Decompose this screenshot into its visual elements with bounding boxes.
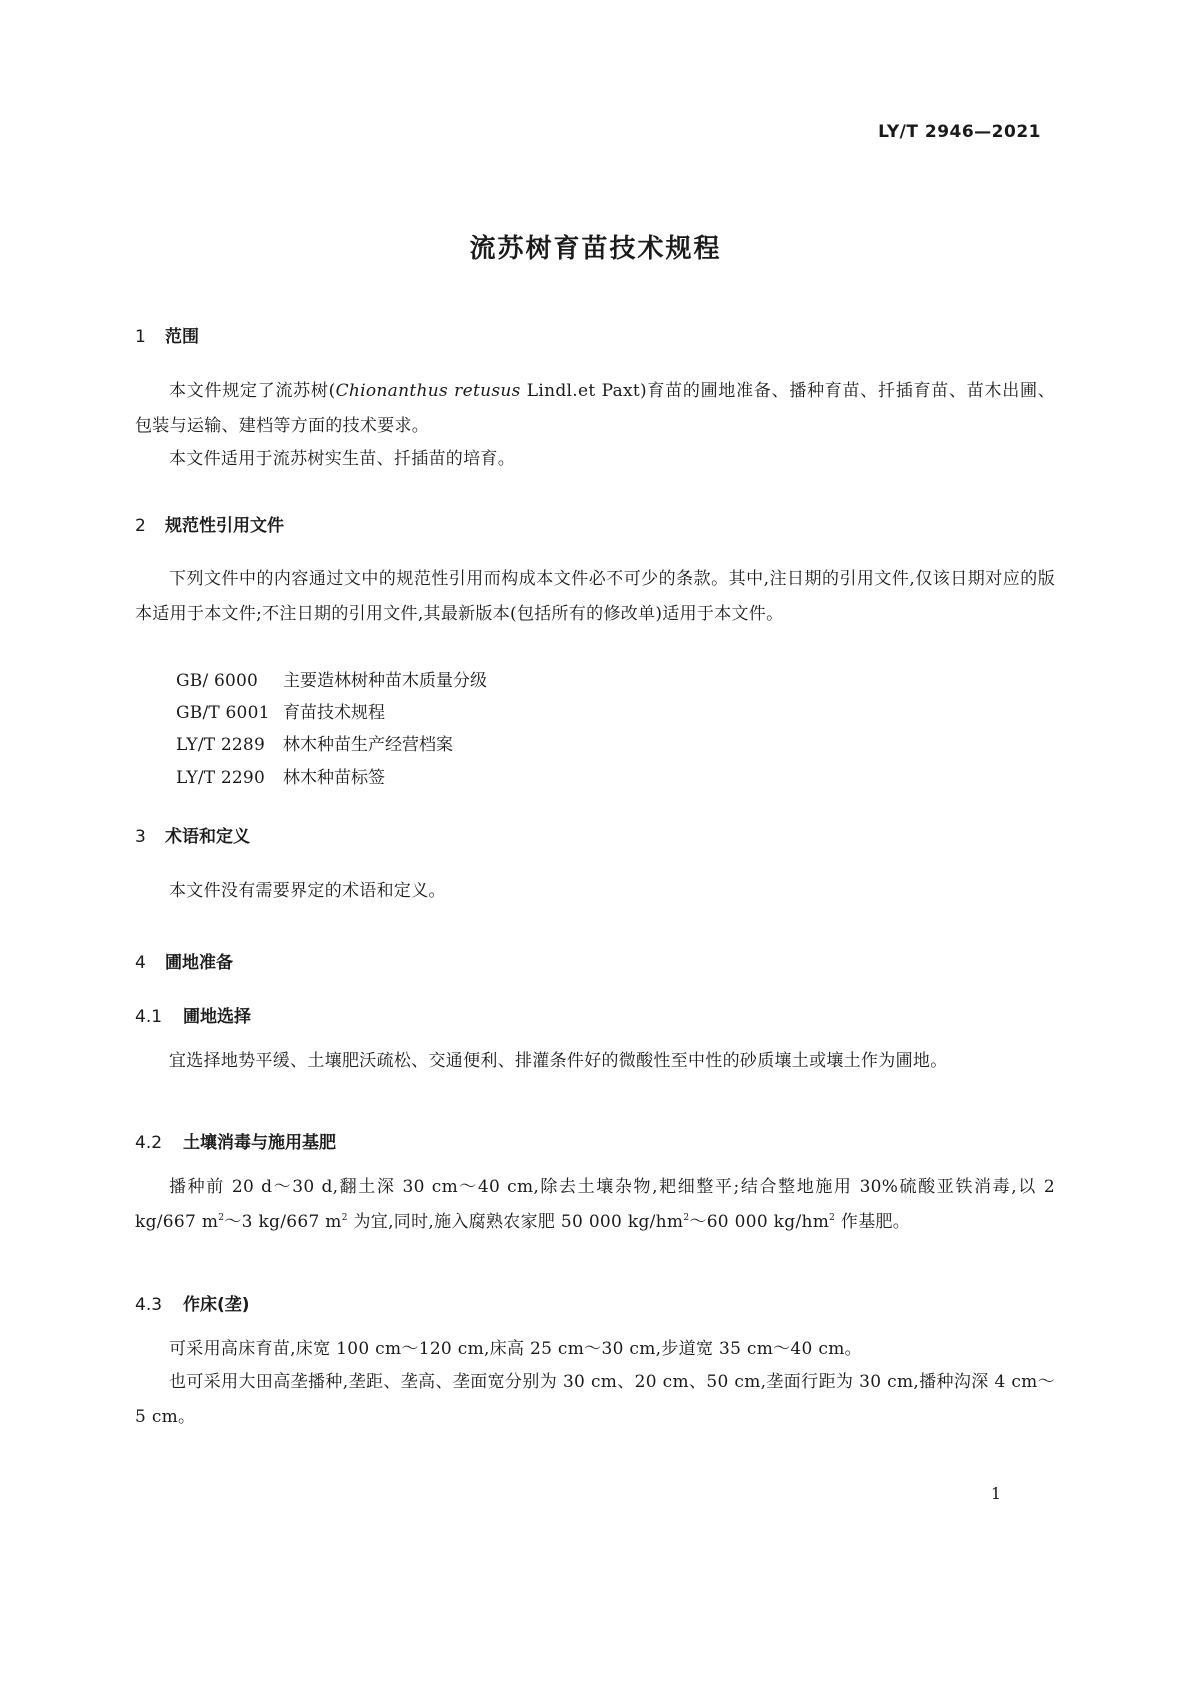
section-title: 范围	[165, 327, 199, 347]
section-number: 2	[135, 516, 146, 536]
section-number: 4.1	[135, 1007, 163, 1027]
reference-item	[176, 666, 487, 691]
section-title: 圃地选择	[183, 1007, 251, 1027]
section-4-2-heading	[135, 1128, 336, 1153]
section-title: 作床(垄)	[183, 1295, 250, 1315]
section-4-heading	[135, 948, 233, 973]
section-title: 圃地准备	[165, 953, 233, 973]
reference-code: LY/T 2290	[176, 768, 265, 788]
section-2-heading	[135, 511, 284, 536]
section-title: 规范性引用文件	[165, 516, 284, 536]
reference-code: GB/ 6000	[176, 671, 259, 691]
section-4-3-paragraph-2: 也可采用大田高垄播种,垄距、垄高、垄面宽分别为 30 cm、20 cm、50 cm,垄面行距为 30 cm,播种沟深 4 cm～5 cm。	[135, 1372, 1055, 1427]
section-3-heading	[135, 822, 250, 847]
section-2-intro: 下列文件中的内容通过文中的规范性引用而构成本文件必不可少的条款。其中,注日期的引用文件,仅该日期对应的版本适用于本文件;不注日期的引用文件,其最新版本(包括所有的修改单)适用于本文件。	[135, 569, 1055, 624]
section-title: 术语和定义	[165, 827, 250, 847]
reference-item	[176, 698, 385, 723]
section-number: 3	[135, 827, 146, 847]
section-title: 土壤消毒与施用基肥	[183, 1133, 336, 1153]
reference-code: GB/T 6001	[176, 703, 270, 723]
species-name: Chionanthus retusus	[335, 381, 521, 401]
reference-title: 林木种苗标签	[283, 768, 385, 788]
section-4-3-paragraph-1: 可采用高床育苗,床宽 100 cm～120 cm,床高 25 cm～30 cm,步道宽 35 cm～40 cm。	[169, 1339, 862, 1359]
section-4-3-heading	[135, 1290, 250, 1315]
section-4-1-paragraph: 宜选择地势平缓、土壤肥沃疏松、交通便利、排灌条件好的微酸性至中性的砂质壤土或壤土作为圃地。	[169, 1051, 948, 1071]
document-title: 流苏树育苗技术规程	[469, 234, 722, 264]
reference-title: 主要造林树种苗木质量分级	[283, 671, 487, 691]
reference-item	[176, 763, 385, 788]
section-number: 1	[135, 327, 146, 347]
section-1-heading	[135, 322, 199, 347]
reference-item	[176, 730, 453, 755]
section-3-paragraph: 本文件没有需要界定的术语和定义。	[169, 881, 446, 901]
section-4-2-paragraph: 播种前 20 d～30 d,翻土深 30 cm～40 cm,除去土壤杂物,耙细整平;结合整地施用 30%硫酸亚铁消毒,以 2 kg/667 $m^2\sim 3$ kg/667 $m^2$ 为宜,同时,施入腐熟农家肥 50 000 $kg/hm^2\sim 60$ 000 $kg/hm^2$ 作基肥。	[135, 1177, 1055, 1232]
section-1-paragraph-2: 本文件适用于流苏树实生苗、扦插苗的培育。	[169, 449, 515, 469]
standard-code: LY/T 2946—2021	[878, 122, 1041, 142]
page-number: 1	[990, 1484, 1001, 1503]
section-number: 4.3	[135, 1295, 163, 1315]
reference-title: 育苗技术规程	[283, 703, 385, 723]
reference-title: 林木种苗生产经营档案	[283, 735, 453, 755]
reference-code: LY/T 2289	[176, 735, 265, 755]
section-4-1-heading	[135, 1002, 251, 1027]
section-number: 4.2	[135, 1133, 163, 1153]
section-number: 4	[135, 953, 146, 973]
section-1-paragraph-1: 本文件规定了流苏树(Chionanthus retusus Lindl.et Paxt)育苗的圃地准备、播种育苗、扦插育苗、苗木出圃、包装与运输、建档等方面的技术要求。	[135, 381, 1055, 436]
